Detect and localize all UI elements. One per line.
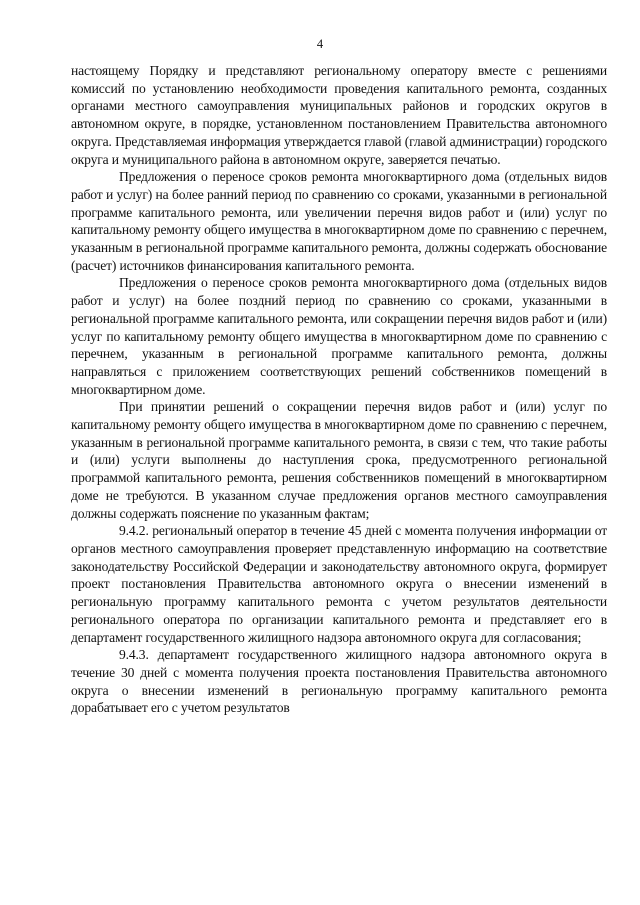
paragraph-reduction-decision: При принятии решений о сокращении перечня видов работ и (или) услуг по капитальному ремонту общего имущества в многоквартирном доме по сравнению с перечнем, указанным в региональной программе капитального ремонта, в связи с тем, что такие работы и (или) услуги выполнены до наступления срока, предусмотренного региональной программой капитального ремонта, решения собственников помещений в многоквартирном доме не требуются. В указанном случае предложения органов местного самоуправления должны содержать пояснение по указанным фактам; <box>71 399 607 521</box>
paragraph-later-period: Предложения о переносе сроков ремонта многоквартирного дома (отдельных видов работ и услуг) на более поздний период по сравнению со сроками, указанными в региональной программе капитального ремонта, или сокращении перечня видов работ и (или) услуг по капитальному ремонту общего имущества в многоквартирном доме по сравнению с перечнем, указанным в региональной программе капитального ремонта, должны направляться с приложением соответствующих решений собственников помещений в многоквартирном доме. <box>71 275 607 397</box>
page-number: 4 <box>316 37 324 51</box>
paragraph-continuation: настоящему Порядку и представляют региональному оператору вместе с решениями комиссий по установлению необходимости проведения капитального ремонта, созданных органами местного самоуправления муниципальных районов и городских округов в автономном округе, в порядке, установленном постановлением Правительства автономного округа. Представляемая информация утверждается главой (главой администрации) городского округа и муниципального района в автономном округе, заверяется печатью. <box>71 63 607 167</box>
document-body <box>71 62 607 717</box>
paragraph-9-4-3: 9.4.3. департамент государственного жилищного надзора автономного округа в течение 30 дней с момента получения проекта постановления Правительства автономного округа о внесении изменений в региональную программу капитального ремонта дорабатывает его с учетом результатов <box>71 647 607 716</box>
paragraph-9-4-2: 9.4.2. региональный оператор в течение 45 дней с момента получения информации от органов местного самоуправления проверяет представленную информацию на соответствие законодательству Российской Федерации и законодательству автономного округа, формирует проект постановления Правительства автономного округа о внесении изменений в региональную программу капитального ремонта с учетом результатов деятельности регионального оператора по организации капитального ремонта и представляет его в департамент государственного жилищного надзора автономного округа для согласования; <box>71 523 607 645</box>
paragraph-earlier-period: Предложения о переносе сроков ремонта многоквартирного дома (отдельных видов работ и услуг) на более ранний период по сравнению со сроками, указанными в региональной программе капитального ремонта, или увеличении перечня видов работ и (или) услуг по капитальному ремонту общего имущества в многоквартирном доме по сравнению с перечнем, указанным в региональной программе капитального ремонта, должны содержать обоснование (расчет) источников финансирования капитального ремонта. <box>71 169 607 273</box>
